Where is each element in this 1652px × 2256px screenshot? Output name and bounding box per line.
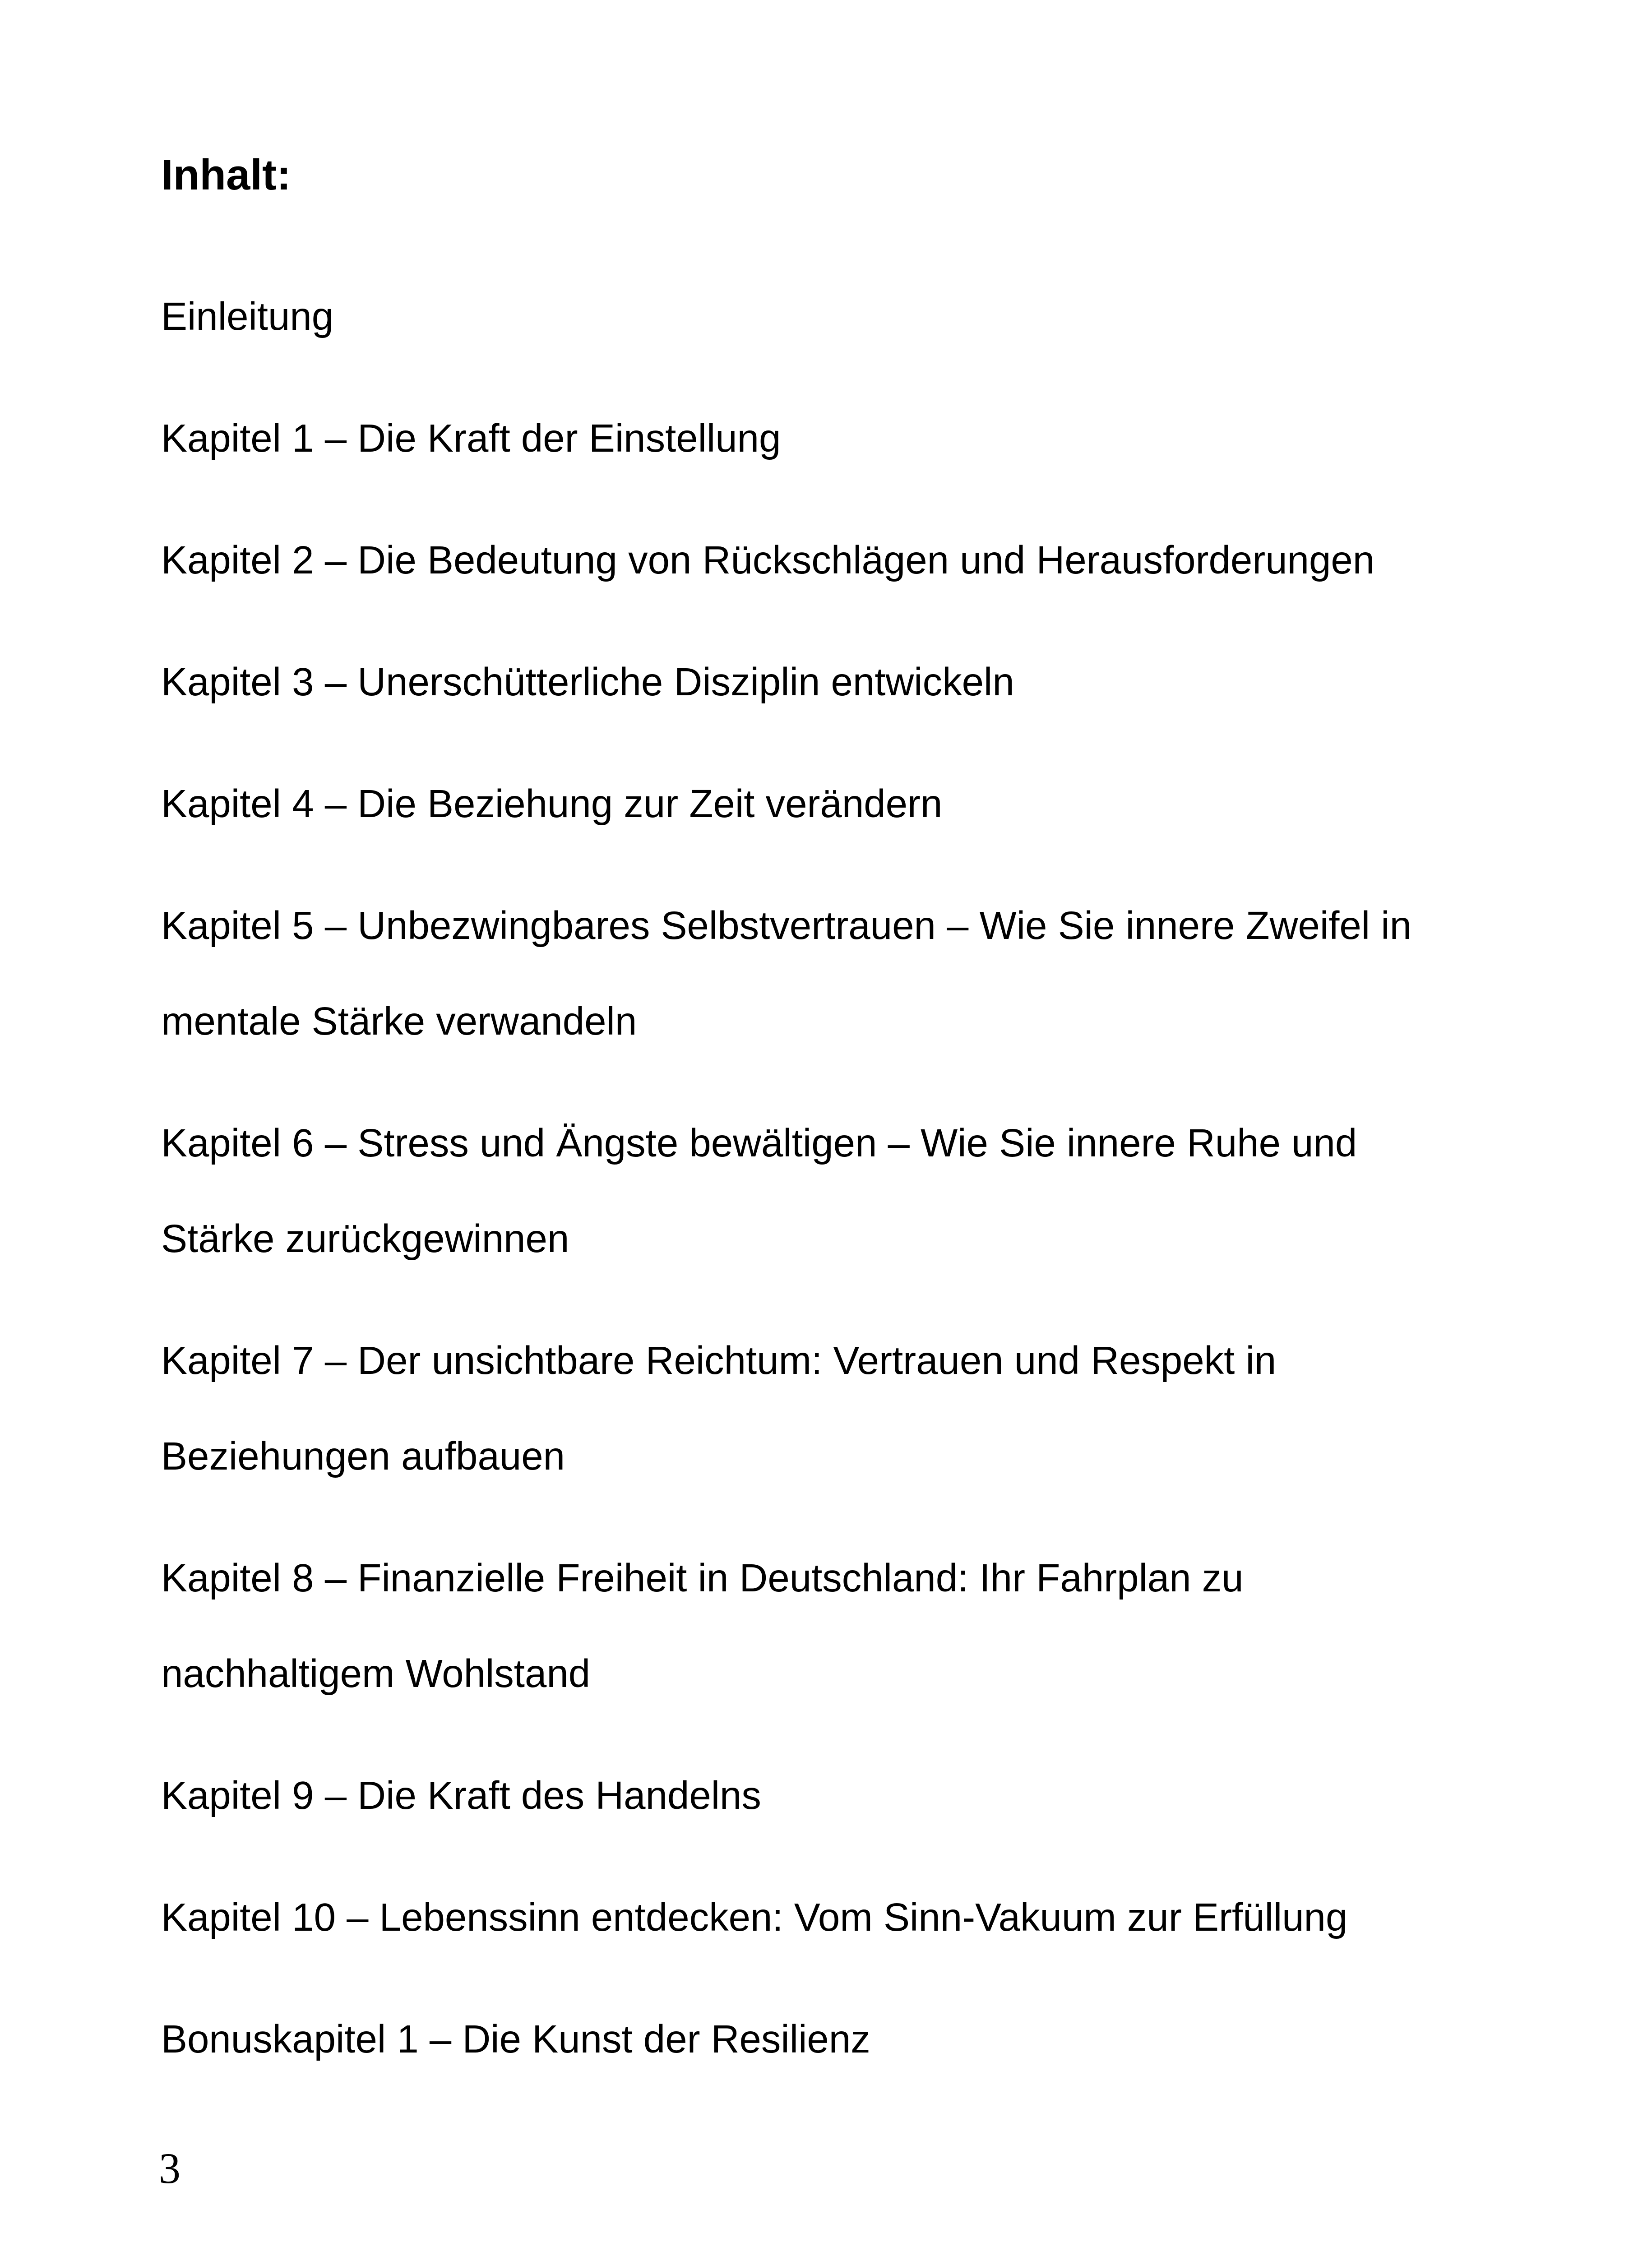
toc-entry-kapitel-5: Kapitel 5 – Unbezwingbares Selbstvertrauen – Wie Sie innere Zweifel in (161, 904, 1411, 948)
page-number: 3 (159, 2144, 180, 2192)
toc-entry-kapitel-6: Kapitel 6 – Stress und Ängste bewältigen – Wie Sie innere Ruhe und (161, 1121, 1357, 1165)
toc-entry-kapitel-2: Kapitel 2 – Die Bedeutung von Rückschlägen und Herausforderungen (161, 538, 1375, 582)
toc-entry-kapitel-4: Kapitel 4 – Die Beziehung zur Zeit verändern (161, 782, 943, 826)
toc-entry-kapitel-7-continued: Beziehungen aufbauen (161, 1434, 565, 1478)
toc-entry-kapitel-6-continued: Stärke zurückgewinnen (161, 1217, 569, 1261)
toc-entry-einleitung: Einleitung (161, 295, 334, 338)
toc-entry-kapitel-9: Kapitel 9 – Die Kraft des Handelns (161, 1774, 761, 1817)
page-title: Inhalt: (161, 151, 291, 199)
toc-entry-kapitel-8: Kapitel 8 – Finanzielle Freiheit in Deutschland: Ihr Fahrplan zu (161, 1556, 1244, 1600)
toc-entry-kapitel-7: Kapitel 7 – Der unsichtbare Reichtum: Vertrauen und Respekt in (161, 1339, 1277, 1382)
toc-entry-kapitel-3: Kapitel 3 – Unerschütterliche Disziplin entwickeln (161, 660, 1014, 704)
toc-entry-kapitel-10: Kapitel 10 – Lebenssinn entdecken: Vom Sinn-Vakuum zur Erfüllung (161, 1895, 1348, 1939)
toc-entry-kapitel-1: Kapitel 1 – Die Kraft der Einstellung (161, 416, 781, 460)
toc-entry-bonuskapitel-1: Bonuskapitel 1 – Die Kunst der Resilienz (161, 2017, 870, 2061)
toc-entry-kapitel-5-continued: mentale Stärke verwandeln (161, 999, 637, 1043)
toc-entry-kapitel-8-continued: nachhaltigem Wohlstand (161, 1652, 591, 1696)
